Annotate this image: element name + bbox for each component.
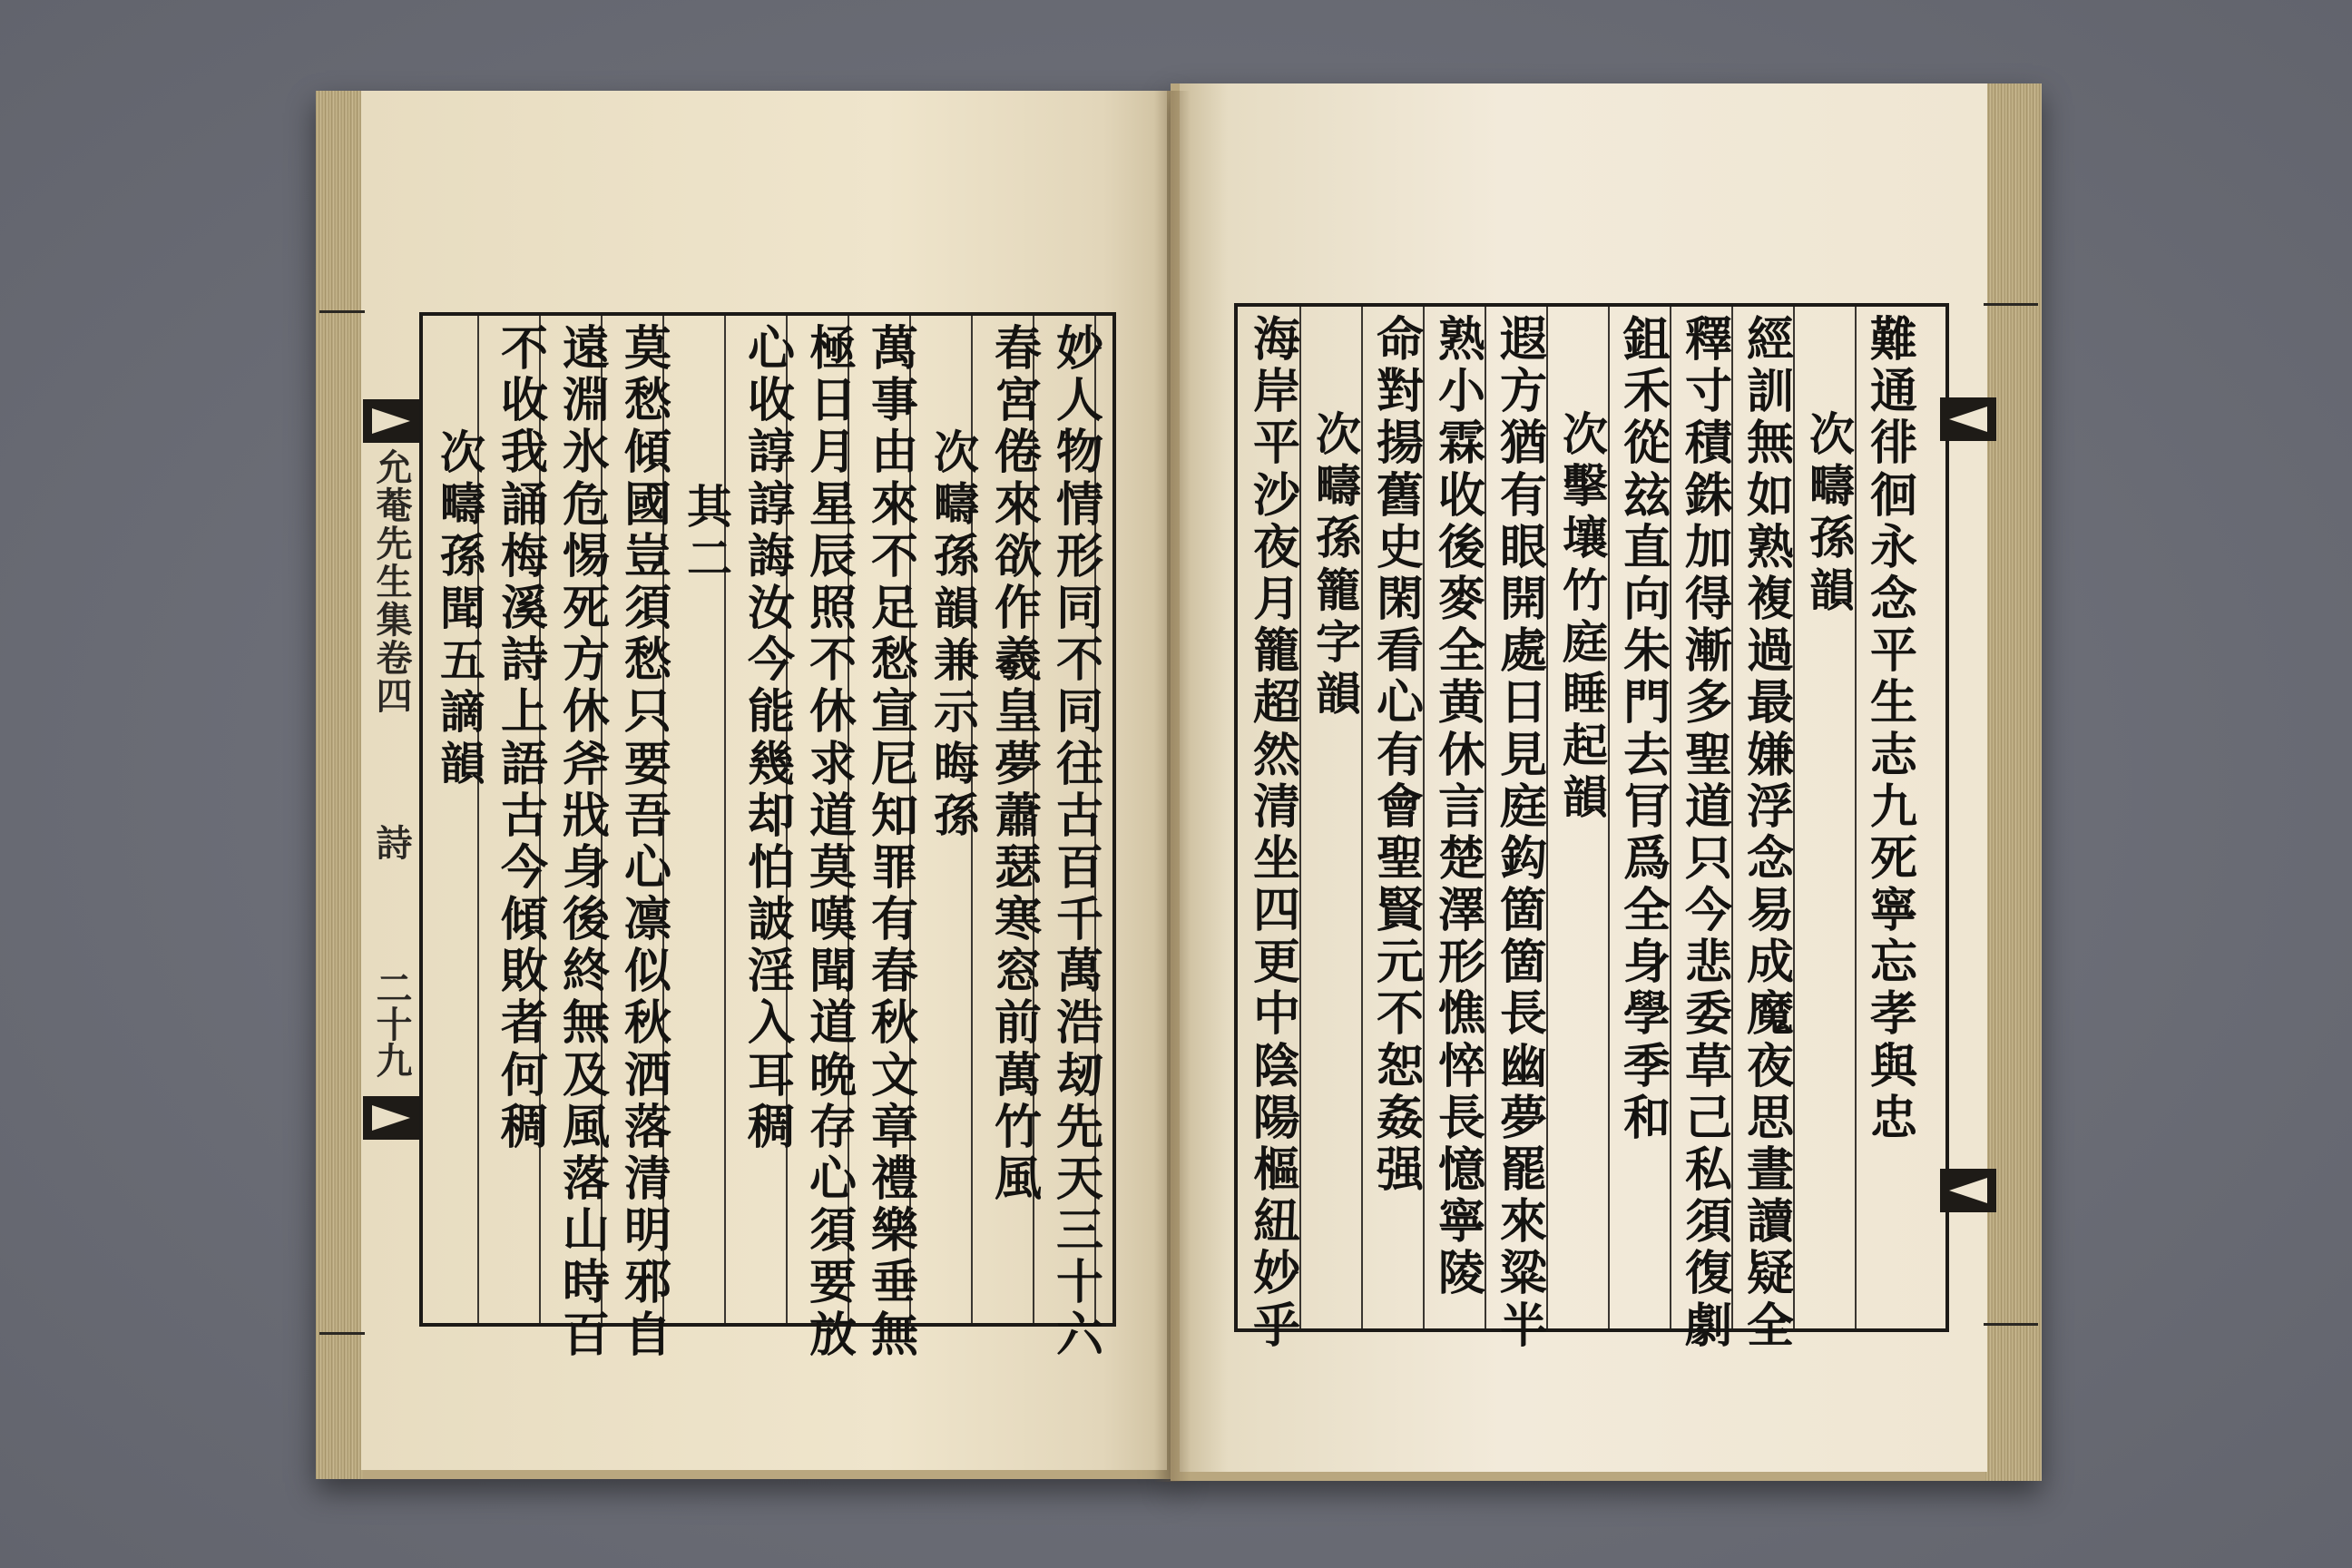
right-col-3: 釋 寸 積 銖 加 得 漸 多 聖 道 只 今 悲 委 草 己 私 須 復 劇 [1684,312,1732,1354]
binding-line-left-bottom [319,1332,365,1335]
left-col-2: 春 宮 倦 來 欲 作 羲 皇 夢 蕭 瑟 寒 窓 前 萬 竹 風 [994,321,1042,1207]
left-col-3-heading: 次 疇 孫 韻 兼 示 晦 孫 [934,426,979,843]
book-title: 允菴先生集卷四 [370,448,413,715]
left-col-4: 萬 事 由 來 不 足 愁 宣 尼 知 罪 有 春 秋 文 章 禮 樂 垂 無 [870,321,918,1363]
left-col-6: 心 收 諄 諄 誨 汝 今 能 幾 却 怕 詖 淫 入 耳 稠 [747,321,795,1155]
right-col-7: 熟 小 霖 收 後 麥 全 黄 休 言 楚 澤 形 憔 悴 長 憶 寧 陵 [1437,312,1485,1302]
fish-tail-ornament-top-icon [363,399,419,443]
right-col-10: 海 岸 平 沙 夜 月 籠 超 然 清 坐 四 更 中 陰 陽 樞 紐 妙 乎 [1252,312,1300,1354]
right-col-2: 經 訓 無 如 熟 複 過 最 嫌 浮 念 易 成 魔 夜 思 晝 讀 疑 全 [1746,312,1794,1354]
left-margin-strip [361,399,421,1334]
left-col-1: 妙 人 物 情 形 同 不 同 往 古 百 千 萬 浩 刼 先 天 三 十 六 [1055,321,1103,1363]
page-number: 二十九 [370,969,413,1078]
right-col-0-continuation: 難 通 徘 徊 永 念 平 生 志 九 死 寧 忘 孝 與 忠 [1869,312,1917,1146]
right-col-8: 命 對 揚 舊 史 閑 看 心 有 會 聖 賢 元 不 恕 姦 强 [1376,312,1424,1198]
section-label: 詩 [370,824,413,860]
binding-line-right-bottom [1984,1323,2038,1326]
left-col-11-heading: 次 疇 孫 聞 五 謫 韻 [440,426,485,791]
right-col-1-heading: 次 疇 孫 韻 [1809,407,1855,617]
right-col-5-heading: 次 擊 壤 竹 庭 睡 起 韻 [1563,407,1608,825]
fish-tail-ornament-right-top-icon [1940,397,1996,441]
book-gutter [1154,91,1191,1482]
right-col-4: 鉏 禾 從 玆 直 向 朱 門 去 肎 爲 全 身 學 季 和 [1622,312,1671,1146]
left-col-5: 極 日 月 星 辰 照 不 休 求 道 莫 嘆 聞 道 晩 存 心 須 要 放 [808,321,857,1363]
binding-line-right-top [1984,303,2038,306]
left-col-9: 遠 淵 氷 危 惕 死 方 休 斧 戕 身 後 終 無 及 風 落 山 時 百 [562,321,610,1363]
left-col-7-heading: 其 二 [687,480,732,586]
binding-line-left-top [319,310,365,313]
right-col-6: 遐 方 猶 有 眼 開 處 日 見 庭 鈎 箇 箇 長 幽 夢 罷 來 粱 半 [1499,312,1547,1354]
left-col-10: 不 收 我 誦 梅 溪 詩 上 語 古 今 傾 敗 者 何 稠 [500,321,548,1155]
fish-tail-ornament-right-bottom-icon [1940,1169,1996,1212]
right-col-9-heading: 次 疇 孫 籠 字 韻 [1316,407,1361,720]
left-col-8: 莫 愁 傾 國 豈 須 愁 只 要 吾 心 凛 似 秋 洒 落 清 明 邪 自 [623,321,671,1363]
fish-tail-ornament-bottom-icon [363,1096,419,1140]
